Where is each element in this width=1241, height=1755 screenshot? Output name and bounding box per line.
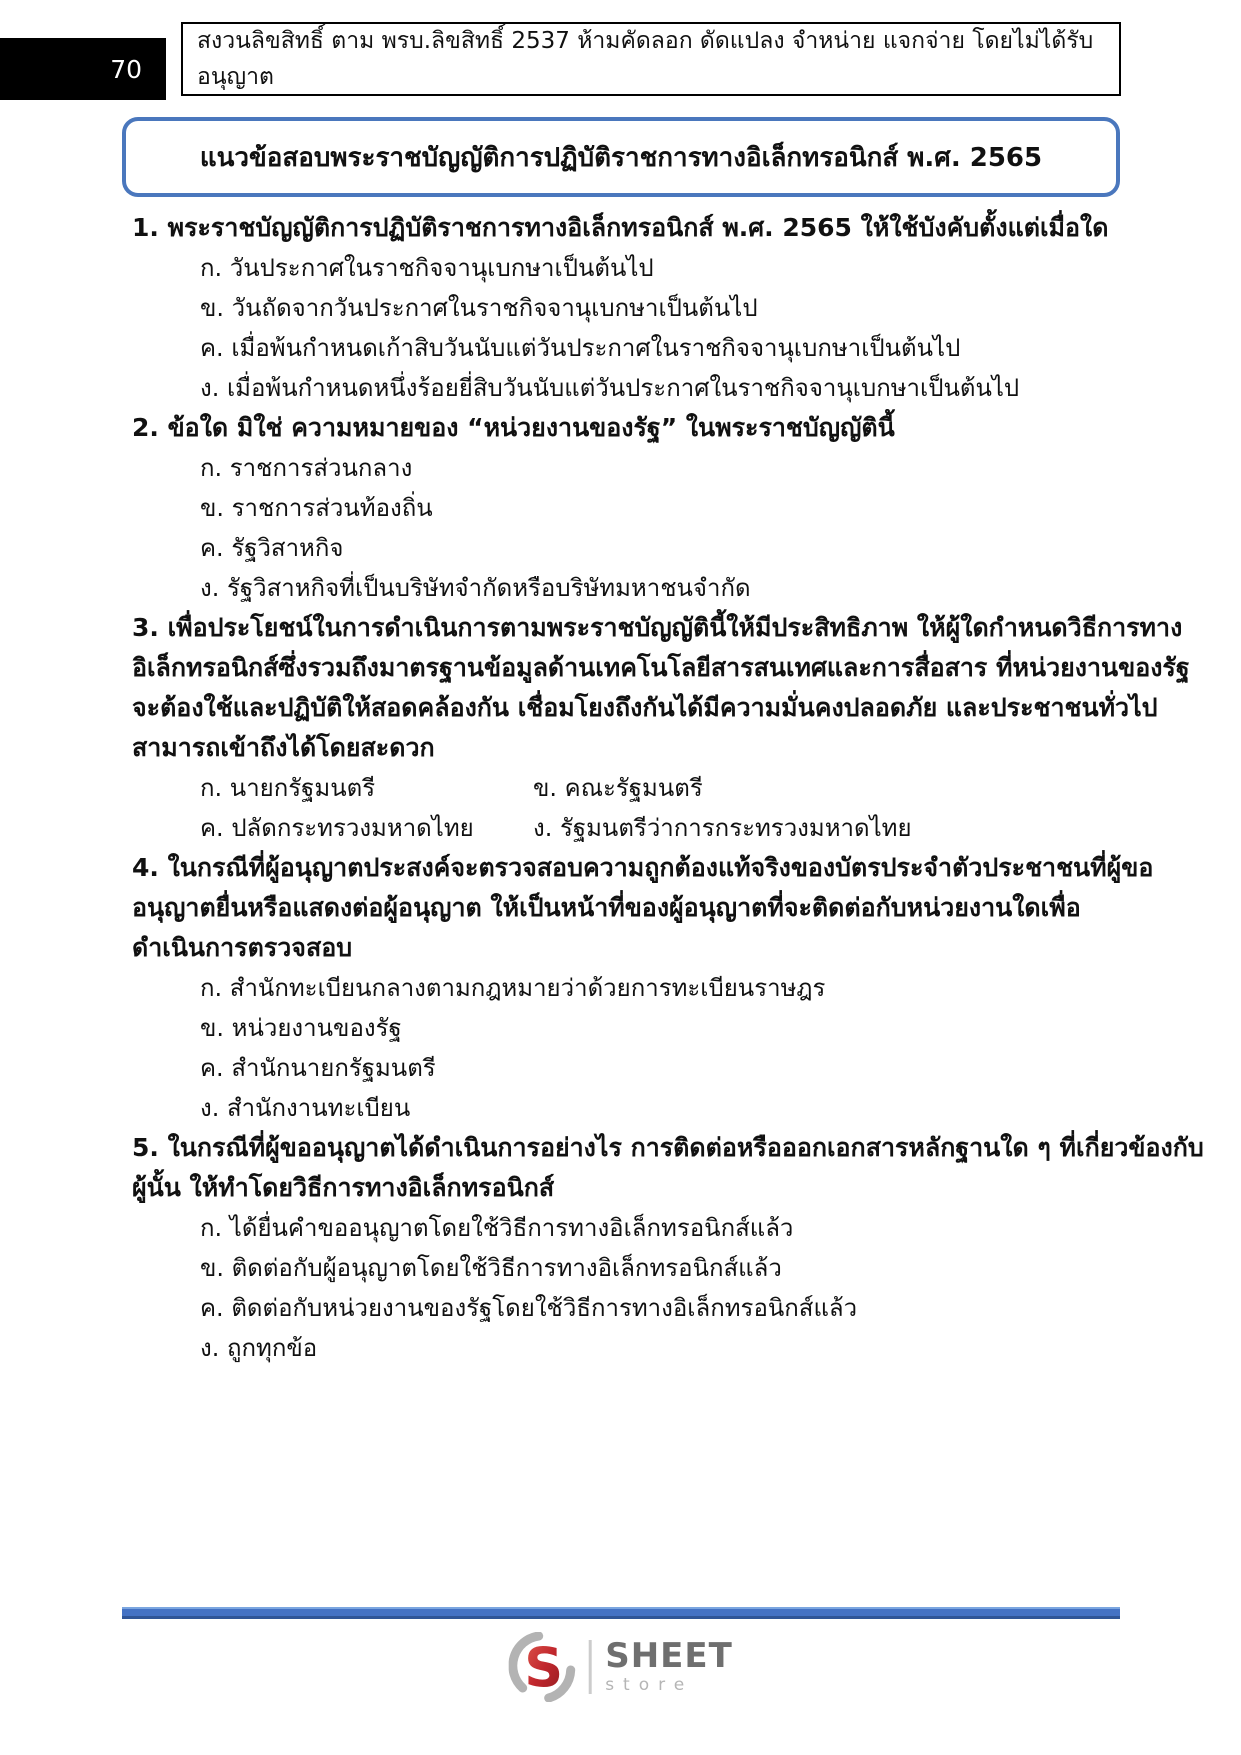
question-text-line: 2. ข้อใด มิใช่ ความหมายของ “หน่วยงานของรัฐ” ในพระราชบัญญัตินี้ <box>132 413 895 442</box>
choice-option-row <box>132 808 1132 848</box>
choice-option: ก. สำนักทะเบียนกลางตามกฎหมายว่าด้วยการทะเบียนราษฎร <box>200 974 826 1002</box>
choice-option-row <box>132 768 1132 808</box>
logo-brand-subtitle: store <box>605 1675 694 1695</box>
footer-logo <box>508 1632 733 1702</box>
logo-divider <box>588 1640 591 1694</box>
page-number: 70 <box>110 54 142 84</box>
question-3 <box>132 608 1190 848</box>
question-text-line: 4. ในกรณีที่ผู้อนุญาตประสงค์จะตรวจสอบความถูกต้องแท้จริงของบัตรประจำตัวประชาชนที่ผู้ขอ <box>132 853 1154 882</box>
question-text-line: 3. เพื่อประโยชน์ในการดำเนินการตามพระราชบัญญัตินี้ให้มีประสิทธิภาพ ให้ผู้ใดกำหนดวิธีการทาง <box>132 613 1183 642</box>
choice-option: ง. ถูกทุกข้อ <box>200 1334 318 1362</box>
question-text-line: จะต้องใช้และปฏิบัติให้สอดคล้องกัน เชื่อมโยงถึงกันได้มีความมั่นคงปลอดภัย และประชาชนทั่วไป <box>132 693 1158 722</box>
question-text-line: 5. ในกรณีที่ผู้ขออนุญาตได้ดำเนินการอย่างไร การติดต่อหรือออกเอกสารหลักฐานใด ๆ ที่เกี่ยวข้องกับ <box>132 1133 1204 1162</box>
choice-option: ค. เมื่อพ้นกำหนดเก้าสิบวันนับแต่วันประกาศในราชกิจจานุเบกษาเป็นต้นไป <box>200 334 961 362</box>
choice-option: ง. รัฐวิสาหกิจที่เป็นบริษัทจำกัดหรือบริษัทมหาชนจำกัด <box>200 574 751 602</box>
question-text-line: ผู้นั้น ให้ทำโดยวิธีการทางอิเล็กทรอนิกส์ <box>132 1173 555 1202</box>
svg-text:S: S <box>523 1636 563 1699</box>
question-text-line: อิเล็กทรอนิกส์ซึ่งรวมถึงมาตรฐานข้อมูลด้านเทคโนโลยีสารสนเทศและการสื่อสาร ที่หน่วยงานของรัฐ <box>132 653 1190 682</box>
choice-option: ค. ติดต่อกับหน่วยงานของรัฐโดยใช้วิธีการทางอิเล็กทรอนิกส์แล้ว <box>200 1294 858 1322</box>
choice-option: ก. ราชการส่วนกลาง <box>200 454 413 482</box>
question-4 <box>132 848 1154 1128</box>
sheet-store-logo-icon <box>508 1632 578 1702</box>
question-text-line: อนุญาตยื่นหรือแสดงต่อผู้อนุญาต ให้เป็นหน้าที่ของผู้อนุญาตที่จะติดต่อกับหน่วยงานใดเพื่อ <box>132 893 1081 922</box>
choice-option: ก. ได้ยื่นคำขออนุญาตโดยใช้วิธีการทางอิเล็กทรอนิกส์แล้ว <box>200 1214 794 1242</box>
question-text-line: ดำเนินการตรวจสอบ <box>132 933 353 962</box>
choice-option: ข. ติดต่อกับผู้อนุญาตโดยใช้วิธีการทางอิเล็กทรอนิกส์แล้ว <box>200 1254 782 1282</box>
choice-option: ข. คณะรัฐมนตรี <box>533 774 703 802</box>
question-text-line: สามารถเข้าถึงได้โดยสะดวก <box>132 733 435 762</box>
choice-option: ก. วันประกาศในราชกิจจานุเบกษาเป็นต้นไป <box>200 254 654 282</box>
logo-text <box>605 1636 733 1695</box>
choice-option: ข. หน่วยงานของรัฐ <box>200 1014 402 1042</box>
copyright-notice-box <box>181 22 1121 96</box>
copyright-text: สงวนลิขสิทธิ์ ตาม พรบ.ลิขสิทธิ์ 2537 ห้ามคัดลอก ดัดแปลง จำหน่าย แจกจ่าย โดยไม่ได้รับอนุญาต <box>197 28 1094 90</box>
choice-option: ค. รัฐวิสาหกิจ <box>200 534 344 562</box>
question-5 <box>132 1128 1204 1368</box>
choice-option: ค. สำนักนายกรัฐมนตรี <box>200 1054 436 1082</box>
page-number-box <box>0 38 166 100</box>
footer-divider-bar <box>122 1607 1120 1619</box>
exam-title-box <box>122 117 1120 197</box>
exam-title: แนวข้อสอบพระราชบัญญัติการปฏิบัติราชการทางอิเล็กทรอนิกส์ พ.ศ. 2565 <box>199 142 1043 173</box>
choice-option: ง. เมื่อพ้นกำหนดหนึ่งร้อยยี่สิบวันนับแต่วันประกาศในราชกิจจานุเบกษาเป็นต้นไป <box>200 374 1020 402</box>
question-1 <box>132 208 1132 408</box>
logo-brand-name: SHEET <box>605 1636 733 1676</box>
choice-option: ค. ปลัดกระทรวงมหาดไทย <box>200 814 474 842</box>
questions <box>132 208 1204 1368</box>
choice-option: ข. วันถัดจากวันประกาศในราชกิจจานุเบกษาเป็นต้นไป <box>200 294 758 322</box>
choice-option: ก. นายกรัฐมนตรี <box>200 774 376 802</box>
question-text-line: 1. พระราชบัญญัติการปฏิบัติราชการทางอิเล็กทรอนิกส์ พ.ศ. 2565 ให้ใช้บังคับตั้งแต่เมื่อใด <box>132 213 1109 242</box>
choice-option: ง. รัฐมนตรีว่าการกระทรวงมหาดไทย <box>533 814 912 842</box>
choice-option: ง. สำนักงานทะเบียน <box>200 1094 411 1122</box>
choice-option: ข. ราชการส่วนท้องถิ่น <box>200 494 433 522</box>
question-2 <box>132 408 1132 608</box>
